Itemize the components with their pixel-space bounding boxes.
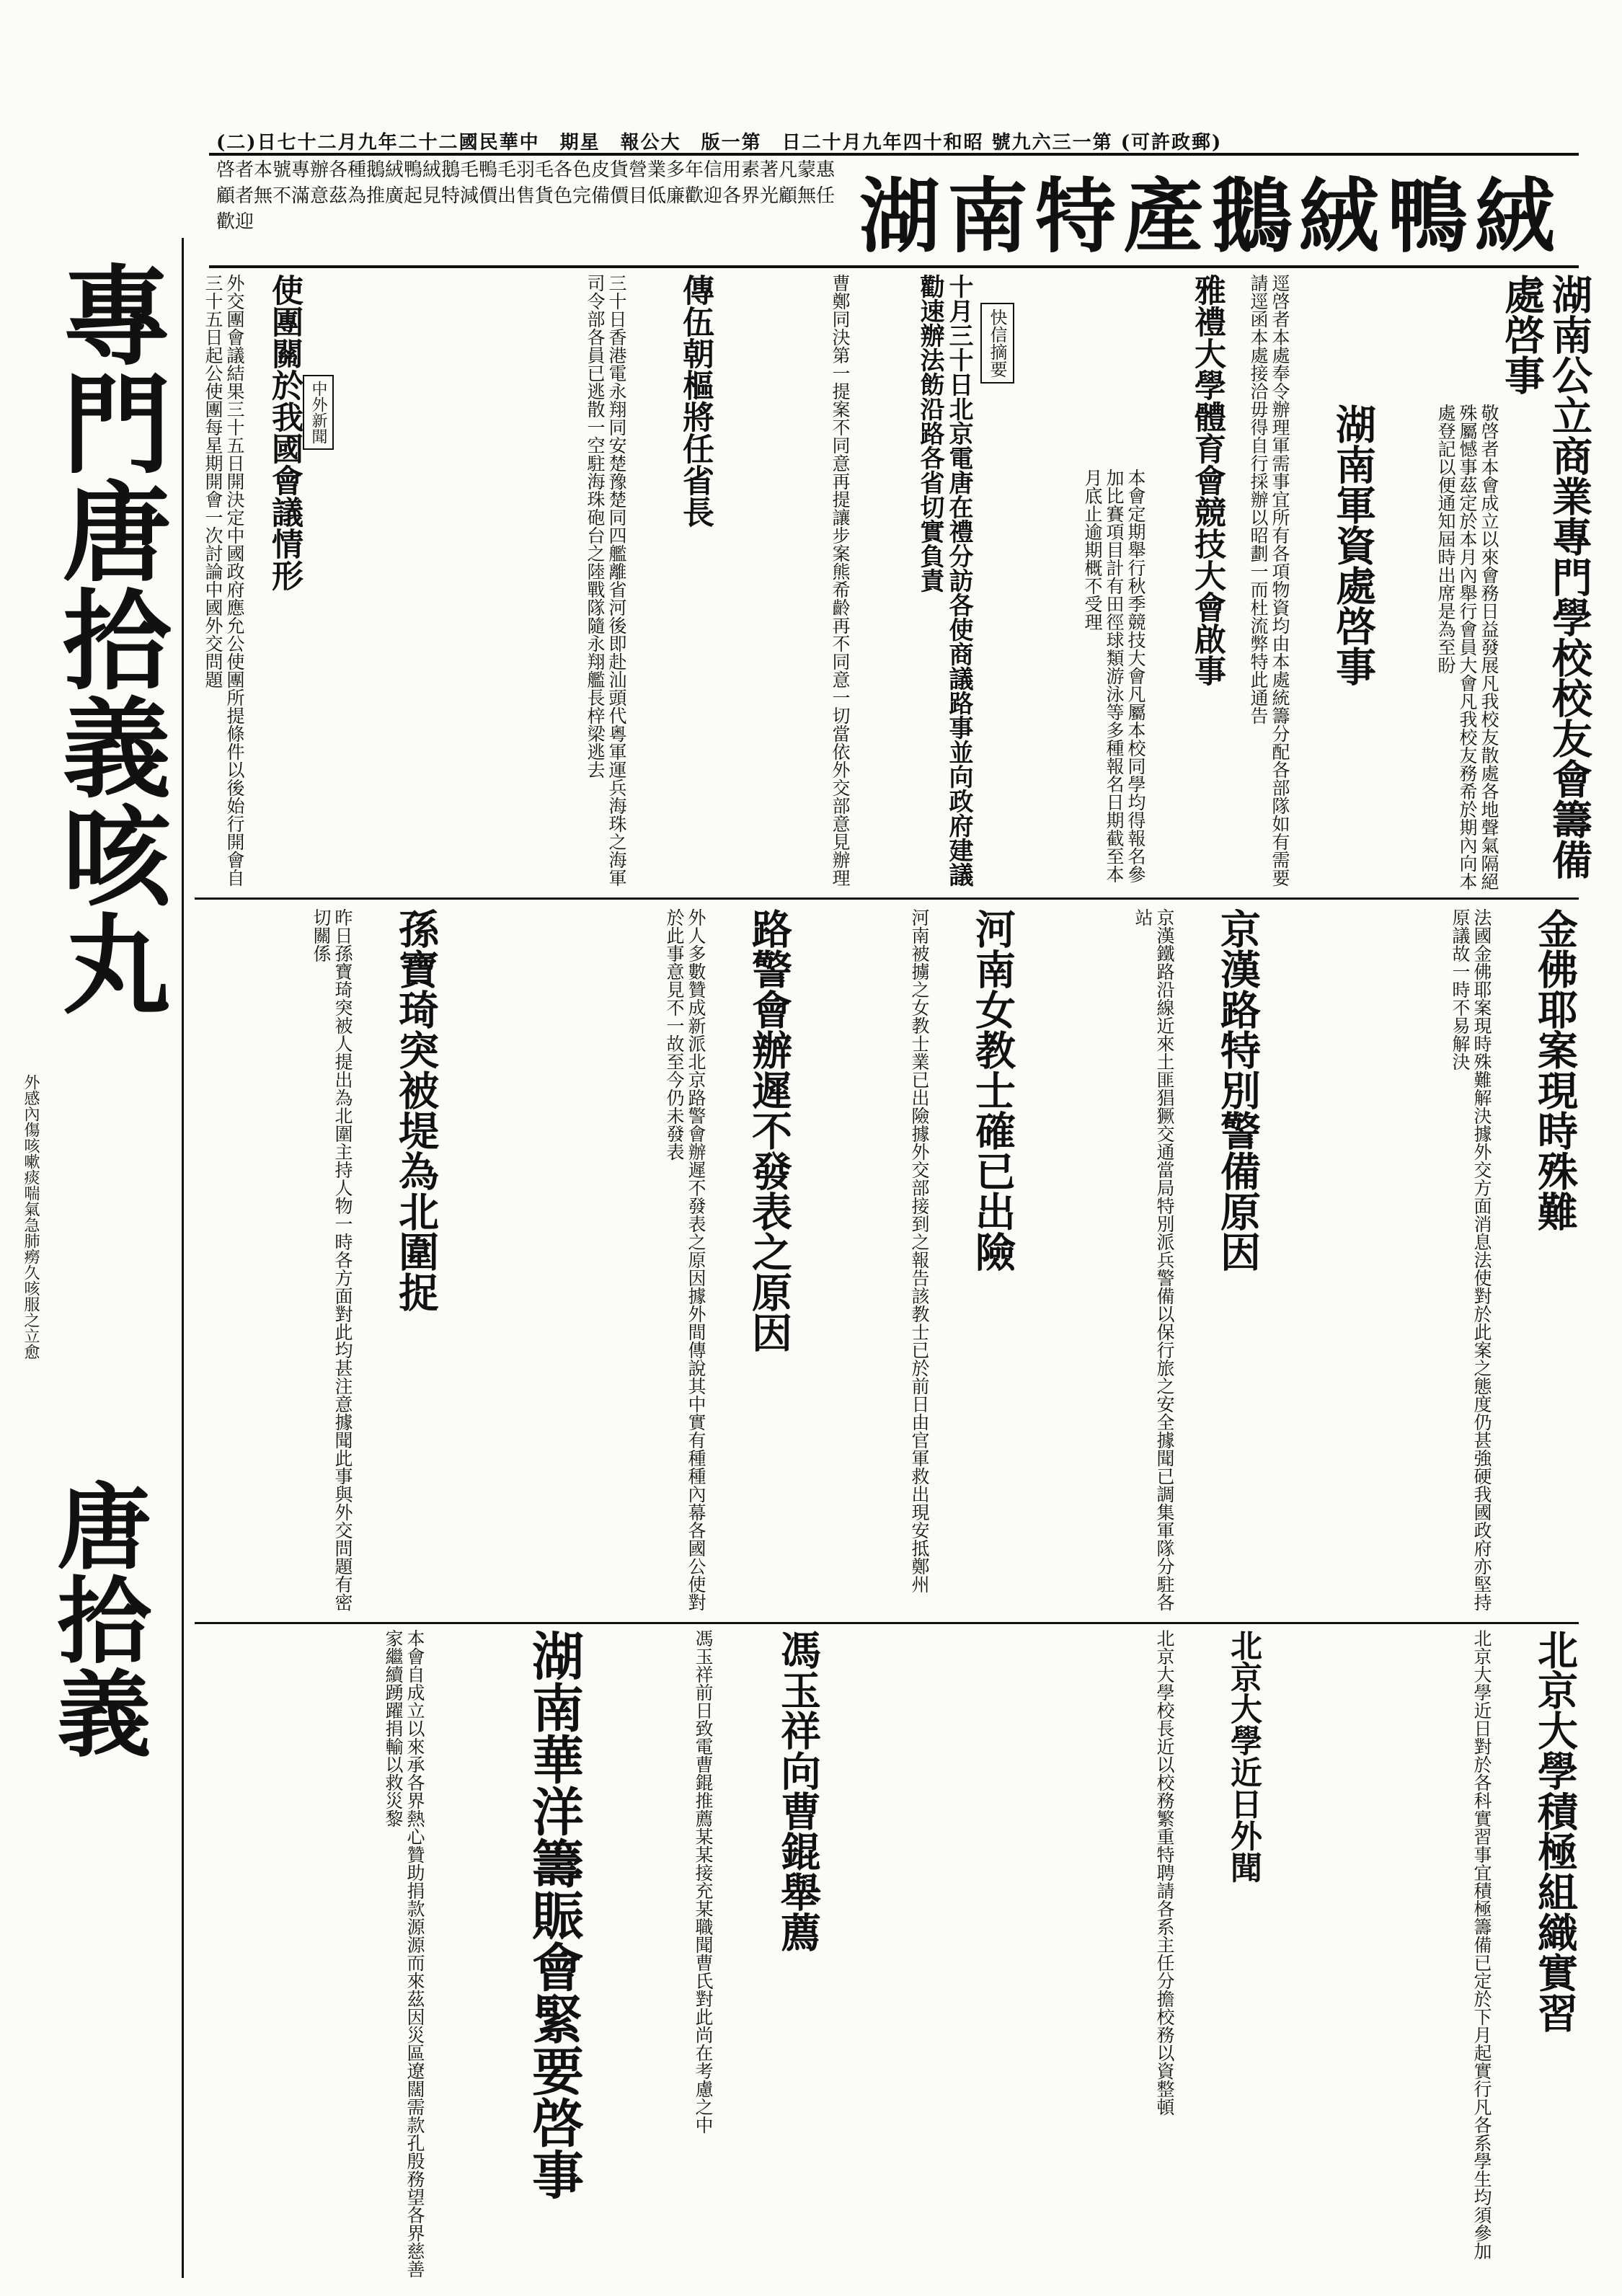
article-col10-body: 京漢鐵路沿線近來土匪猖獗交通當局特別派兵警備以保行旅之安全據聞已調集軍隊分駐各站 (1133, 908, 1175, 1611)
article-col4-headline: 十月三十日北京電唐在禮分訪各使商議路事並向政府建議勸速辦法飭沿路各省切實負責 (916, 274, 973, 887)
article-col8-body: 昨日孫寶琦突被人提出為北圍主持人物一時各方面對此均甚注意據聞此事與外交問題有密切關係 (311, 908, 353, 1611)
article-col5-headline: 使團關於我國會議情形 (266, 274, 303, 591)
article-col7-body: 外人多數贊成新派北京路警會辦遲不發表之原因據外間傳說其中實有種種內幕各國公使對於此事意見不一故至今仍未發表 (664, 908, 706, 1611)
quick-news-label: 快信摘要 (980, 303, 1014, 384)
article-col4 (858, 274, 973, 894)
article-col12-body: 本會自成立以來承各界熱心贊助捐款源源而來茲因災區遼闊需款孔殷務望各界慈善家繼續踴躍捐輸以救災黎 (383, 1629, 425, 2278)
article-col1 (1498, 274, 1593, 894)
article-col11 (937, 908, 1016, 1615)
article-col12 (433, 1629, 584, 2278)
left-column-ad (16, 238, 184, 2278)
article-col3 (1153, 274, 1226, 894)
article-col3-body: 本會定期舉行秋季競技大會凡屬本校同學均得報名參加比賽項目計有田徑球類游泳等多種報名日期截至本月底止逾期概不受理 (1082, 469, 1146, 883)
article-col10-headline: 京漢路特別警備原因 (1214, 908, 1262, 1272)
article-col8-headline: 孫寶琦突被堤為北圍捉 (392, 908, 440, 1312)
article-col15-body: 北京大學校長近以校務繁重特聘請各系主任分擔校務以資整頓 (1154, 1629, 1175, 2116)
article-col11-headline: 河南女教士確已出險 (969, 908, 1016, 1272)
article-col6-body: 三十日香港電永翔同安楚豫楚同四艦離省河後即赴汕頭代粵軍運兵海珠之海軍司令部各員已逃散一空駐海珠砲台之陸戰隊隨永翔艦長梓梁逃去 (585, 274, 627, 887)
article-col11-body: 河南被擄之女教士業已出險據外交部接到之報告該教士已於前日由官軍救出現安抵鄭州 (909, 908, 930, 1593)
article-col5-body: 外交團會議結果三十五日開決定中國政府應允公使團所提條件以後始行開會自三十五日起公使團每星期開會一次討論中國外交問題 (203, 274, 245, 887)
left-ad-bottom: 唐拾義 (42, 1478, 152, 1759)
article-col13-body: 馮玉祥前日致電曹錕推薦某某接充某職聞曹氏對此尚在考慮之中 (693, 1629, 714, 2134)
article-col4-body: 曹鄭同決第一提案不同意再提讓步案熊希齡再不同意一切當依外交部意見辦理 (830, 274, 851, 887)
article-col14-body: 北京大學近日對於各科實習事宜積極籌備已定於下月起實行凡各系學生均須參加 (1471, 1629, 1492, 2260)
article-col6 (634, 274, 714, 894)
article-col9 (1499, 908, 1579, 1615)
article-col3-headline: 雅禮大學體育會競技大會啟事 (1189, 274, 1226, 686)
article-col7-headline: 路警會辦遲不發表之原因 (745, 908, 793, 1352)
article-col1-body: 敬啓者本會成立以來會務日益發展凡我校友散處各地聲氣隔絕殊屬憾事茲定於本月內舉行會員大會凡我校友務希於期內向本處登記以便通知屆時出席是為至盼 (1435, 404, 1499, 890)
article-col9-body: 法國金佛耶案現時殊難解決據外交方面消息法使對於此案之態度仍甚強硬我國政府亦堅持原議故一時不易解決 (1450, 908, 1492, 1611)
article-col8 (360, 908, 440, 1615)
article-col12-headline: 湖南華洋籌賑會緊要啓事 (523, 1629, 585, 2200)
banner-ad-notice: 啓者本號專辦各種鵝絨鴨絨鵝毛鴨毛羽毛各色皮貨營業多年信用素著凡蒙惠顧者無不滿意茲為推廣起見特減價出售貨色完備價目低廉歡迎各界光顧無任歡迎 (216, 159, 836, 233)
left-ad-top: 專門唐拾義咳丸 (44, 260, 171, 1016)
article-col5 (245, 274, 303, 894)
banner-rule (209, 265, 1579, 268)
left-ad-middle: 外感內傷咳嗽痰喘氣急肺癆久咳服之立愈 (22, 1074, 40, 1360)
article-col10 (1182, 908, 1262, 1615)
article-col13-headline: 馮玉祥向曹錕舉薦 (774, 1629, 822, 1952)
article-col14-headline: 北京大學積極組織實習 (1531, 1629, 1579, 2033)
article-col13 (721, 1629, 822, 2278)
article-col15 (1182, 1629, 1262, 2278)
article-col2 (1298, 404, 1377, 908)
article-col1-headline: 湖南公立商業專門學校校友會籌備處啓事 (1498, 274, 1593, 879)
article-col2-headline: 湖南軍資處啓事 (1329, 404, 1377, 686)
article-col7 (714, 908, 793, 1615)
article-col15-headline: 北京大學近日外聞 (1225, 1629, 1262, 1883)
foreign-news-label: 中外新聞 (303, 375, 334, 450)
upper-section-rule (195, 897, 1579, 900)
masthead-strip: (二)日七十二月九年二十二國民華中 期星 報公大 版一第 日二十月九年四十和昭 號九六三一第 (可許政郵) (216, 131, 1223, 154)
article-col6-headline: 傳伍朝樞將任省長 (677, 274, 714, 528)
article-col14 (1499, 1629, 1579, 2278)
article-col2-body: 逕啓者本處奉令辦理軍需事宜所有各項物資均由本處統籌分配各部隊如有需要請逕函本處接洽毋得自行採辦以昭劃一而杜流弊特此通告 (1248, 274, 1290, 887)
article-col9-headline: 金佛耶案現時殊難 (1531, 908, 1579, 1231)
banner-ad-headline: 湖南特產鵝絨鴨絨 (859, 169, 1563, 264)
lower-section-rule (195, 1622, 1579, 1624)
